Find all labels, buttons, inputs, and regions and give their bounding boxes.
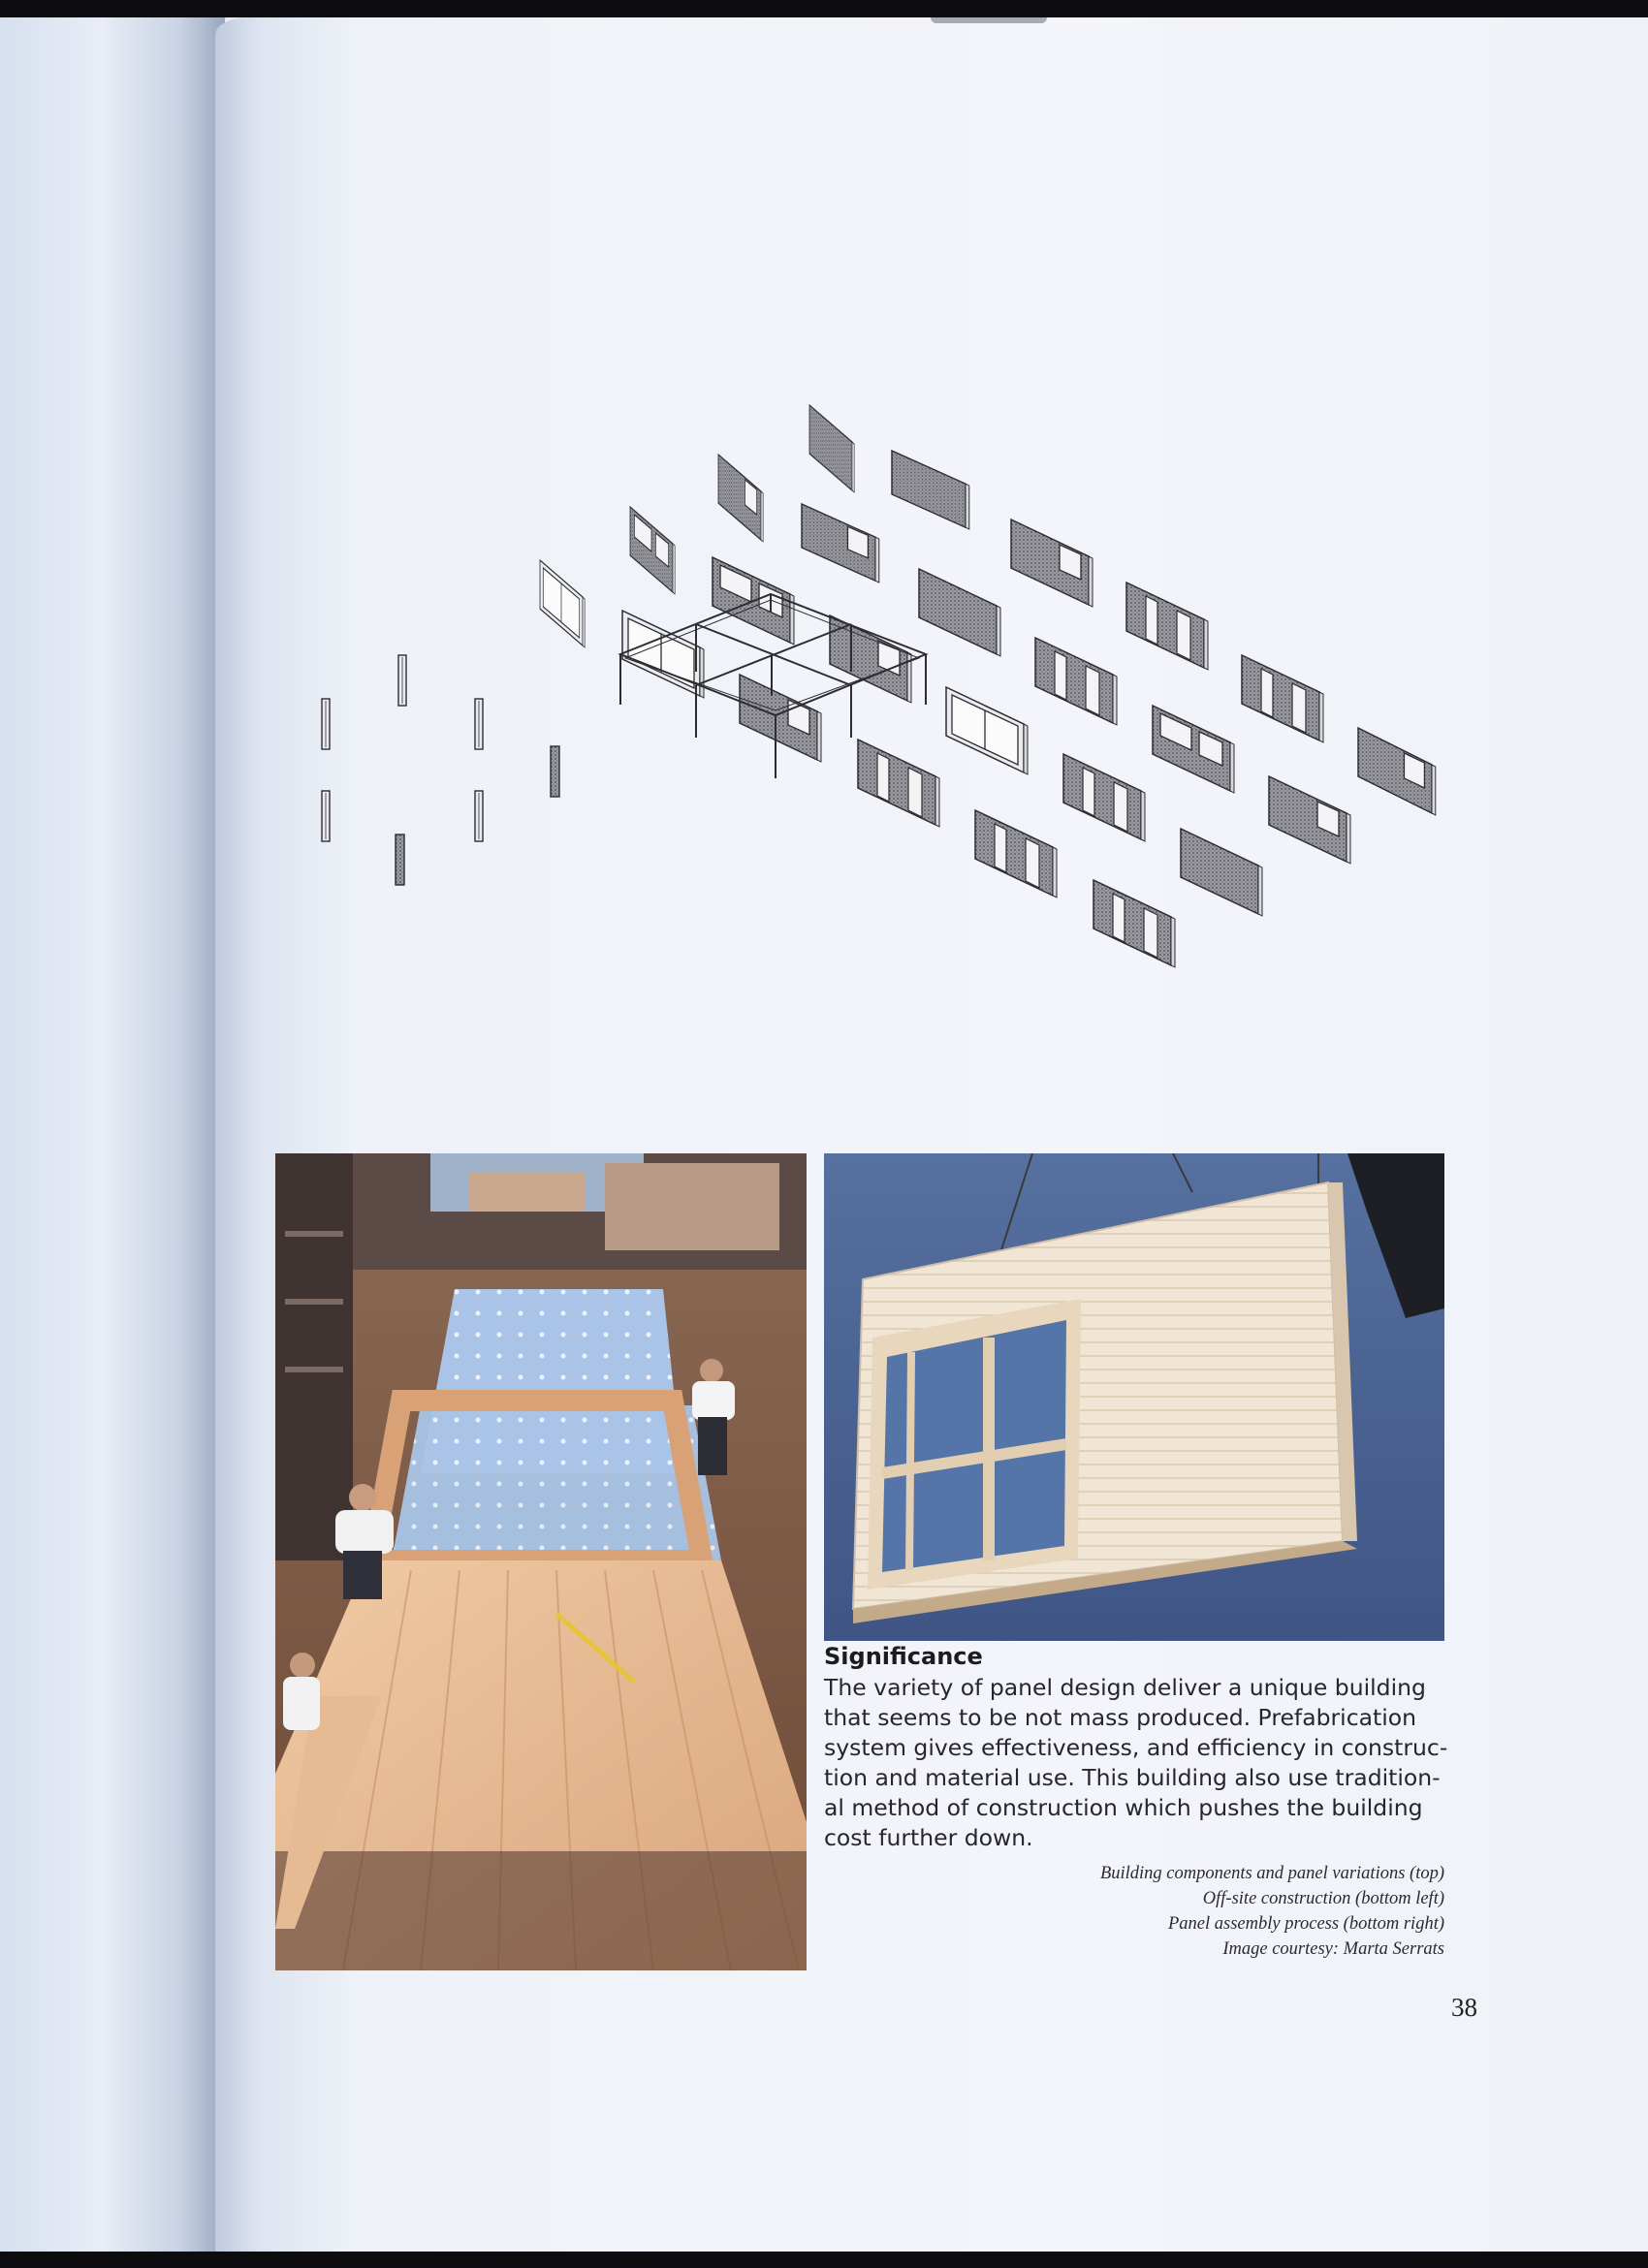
left-page-edge (0, 17, 225, 2252)
significance-line: al method of construction which pushes the building (824, 1794, 1423, 1821)
significance-heading: Significance (824, 1643, 983, 1670)
offsite-construction-photo (275, 1153, 807, 1970)
panel-assembly-photo (824, 1153, 1444, 1641)
significance-line: system gives effectiveness, and efficiency in construc- (824, 1734, 1448, 1761)
page-fold-shadow (931, 17, 1047, 23)
significance-line: that seems to be not mass produced. Prefabrication (824, 1704, 1417, 1731)
credit-line: Image courtesy: Marta Serrats (1222, 1939, 1444, 1959)
book-spread (0, 17, 1648, 2252)
significance-line: tion and material use. This building also use tradition- (824, 1764, 1441, 1791)
significance-line: The variety of panel design deliver a unique building (824, 1674, 1426, 1701)
significance-section (824, 1642, 1454, 1853)
credit-line: Panel assembly process (bottom right) (1168, 1914, 1444, 1934)
significance-line: cost further down. (824, 1824, 1033, 1851)
credit-line: Off-site construction (bottom left) (1202, 1889, 1444, 1908)
image-credits (1100, 1861, 1444, 1962)
credit-line: Building components and panel variations (top) (1099, 1864, 1444, 1883)
isometric-panel-diagram (291, 362, 1474, 1127)
page-number: 38 (1451, 1993, 1477, 2022)
